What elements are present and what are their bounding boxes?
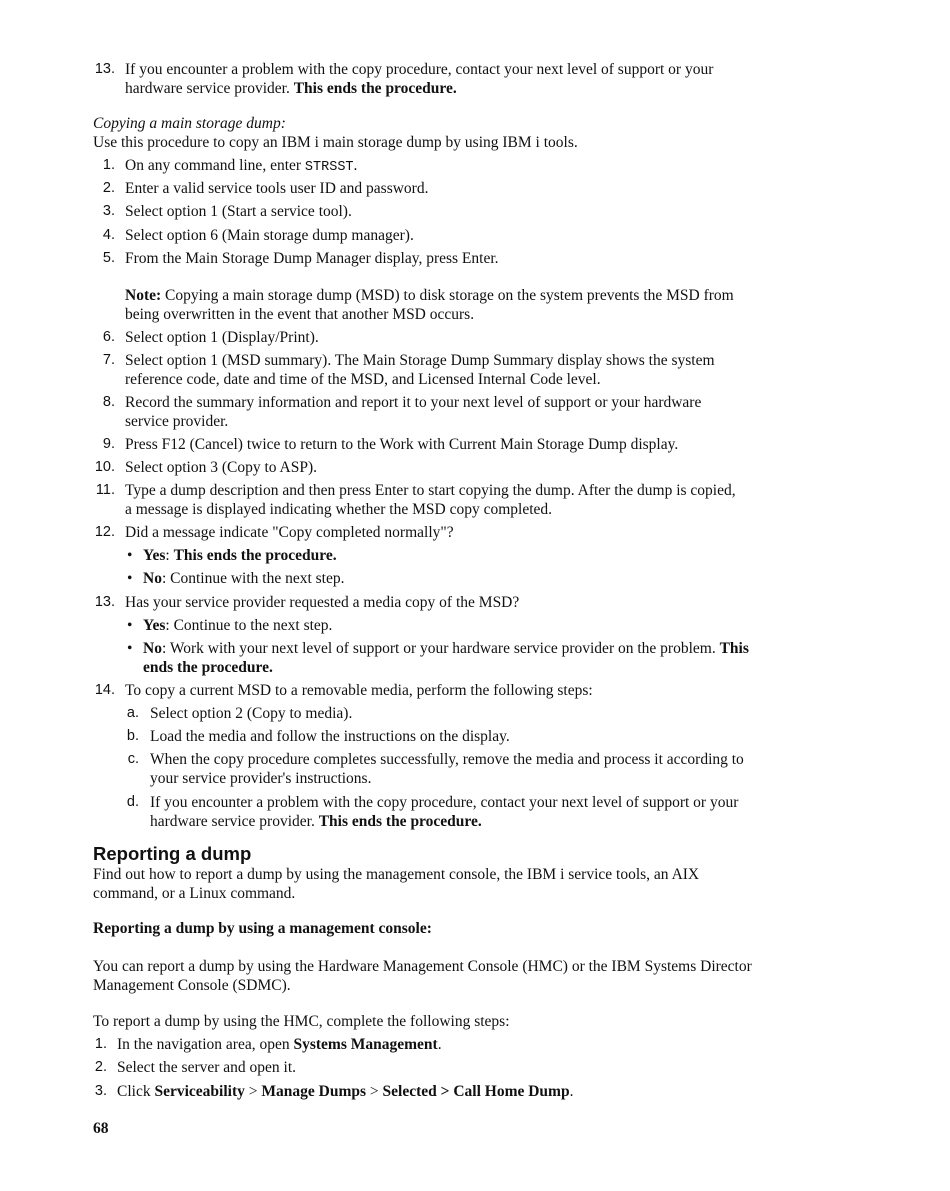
step-text-cont: reference code, date and time of the MSD, and Licensed Internal Code level. xyxy=(125,371,601,388)
step-text: Record the summary information and report it to your next level of support or your hardware xyxy=(125,394,702,411)
substep-letter: a. xyxy=(126,705,139,721)
substep-letter: d. xyxy=(126,794,139,810)
substep-text: Select option 2 (Copy to media). xyxy=(150,705,353,722)
note-text-cont: being overwritten in the event that another MSD occurs. xyxy=(125,306,475,323)
step-number: 1. xyxy=(94,1036,107,1052)
command-code: STRSST xyxy=(304,160,354,175)
step-text: Enter a valid service tools user ID and password. xyxy=(125,180,429,197)
step-number: 7. xyxy=(102,352,115,368)
note-label: Note: xyxy=(125,287,162,304)
step-text: From the Main Storage Dump Manager display, press Enter. xyxy=(125,250,499,267)
step-text: In the navigation area, open Systems Management. xyxy=(117,1036,442,1053)
bullet-icon: • xyxy=(127,547,133,564)
step-text: Select option 6 (Main storage dump manager). xyxy=(125,227,414,244)
step-number: 4. xyxy=(102,227,115,243)
bullet-item-yes: Yes: This ends the procedure. xyxy=(143,547,337,564)
subsection-heading: Reporting a dump by using a management console: xyxy=(93,920,432,937)
step-number: 6. xyxy=(102,329,115,345)
substep-letter: b. xyxy=(126,728,139,744)
bullet-item-no-cont: ends the procedure. xyxy=(143,659,273,676)
bullet-icon: • xyxy=(127,570,133,587)
step-text: Type a dump description and then press Enter to start copying the dump. After the dump is copied, xyxy=(125,482,736,499)
step-text: Select option 1 (Start a service tool). xyxy=(125,203,352,220)
reporting-intro-cont: command, or a Linux command. xyxy=(93,885,296,902)
substep-text: Load the media and follow the instructions on the display. xyxy=(150,728,510,745)
note-text: Note: Copying a main storage dump (MSD) to disk storage on the system prevents the MSD from xyxy=(125,287,734,304)
step-text: To copy a current MSD to a removable media, perform the following steps: xyxy=(125,682,593,699)
step-number: 9. xyxy=(102,436,115,452)
step-text: Select option 1 (MSD summary). The Main Storage Dump Summary display shows the system xyxy=(125,352,715,369)
bullet-item-no: No: Work with your next level of support or your hardware service provider on the problem. This xyxy=(143,640,749,657)
step-number: 11. xyxy=(95,482,115,498)
paragraph: You can report a dump by using the Hardware Management Console (HMC) or the IBM Systems Director xyxy=(93,958,752,975)
step-text-cont: a message is displayed indicating whether the MSD copy completed. xyxy=(125,501,553,518)
step-number: 13. xyxy=(94,61,115,77)
step-text: Select option 1 (Display/Print). xyxy=(125,329,319,346)
step-number: 10. xyxy=(94,459,115,475)
section-heading: Reporting a dump xyxy=(93,843,252,864)
paragraph: To report a dump by using the HMC, complete the following steps: xyxy=(93,1013,510,1030)
section-intro: Use this procedure to copy an IBM i main storage dump by using IBM i tools. xyxy=(93,134,578,151)
step-text-cont: service provider. xyxy=(125,413,229,430)
step-number: 5. xyxy=(102,250,115,266)
step-text: On any command line, enter STRSST. xyxy=(125,157,358,175)
step-number: 3. xyxy=(94,1083,107,1099)
step-number: 14. xyxy=(94,682,115,698)
step-text: Has your service provider requested a media copy of the MSD? xyxy=(125,594,520,611)
substep-letter: c. xyxy=(127,751,139,767)
substep-text: When the copy procedure completes successfully, remove the media and process it according to xyxy=(150,751,744,768)
bullet-icon: • xyxy=(127,640,133,657)
substep-text-cont: your service provider's instructions. xyxy=(150,770,372,787)
step-text-cont: hardware service provider. This ends the procedure. xyxy=(125,80,457,97)
step-text: If you encounter a problem with the copy procedure, contact your next level of support or your xyxy=(125,61,714,78)
substep-text: If you encounter a problem with the copy procedure, contact your next level of support or your xyxy=(150,794,739,811)
bullet-icon: • xyxy=(127,617,133,634)
step-number: 1. xyxy=(102,157,115,173)
section-title: Copying a main storage dump: xyxy=(93,115,286,132)
substep-text-cont: hardware service provider. This ends the procedure. xyxy=(150,813,482,830)
step-number: 3. xyxy=(102,203,115,219)
step-text: Select the server and open it. xyxy=(117,1059,297,1076)
step-text: Select option 3 (Copy to ASP). xyxy=(125,459,318,476)
step-number: 8. xyxy=(102,394,115,410)
step-number: 12. xyxy=(94,524,115,540)
step-number: 2. xyxy=(94,1059,107,1075)
step-text: Click Serviceability > Manage Dumps > Selected > Call Home Dump. xyxy=(117,1083,574,1100)
paragraph-cont: Management Console (SDMC). xyxy=(93,977,291,994)
reporting-intro: Find out how to report a dump by using the management console, the IBM i service tools, an AIX xyxy=(93,866,700,883)
page-number: 68 xyxy=(93,1120,109,1137)
step-number: 13. xyxy=(94,594,115,610)
bullet-item-yes: Yes: Continue to the next step. xyxy=(143,617,333,634)
step-number: 2. xyxy=(102,180,115,196)
step-text: Press F12 (Cancel) twice to return to the Work with Current Main Storage Dump display. xyxy=(125,436,679,453)
bullet-item-no: No: Continue with the next step. xyxy=(143,570,345,587)
procedure-end-text: This ends the procedure. xyxy=(293,80,457,97)
step-text: Did a message indicate "Copy completed normally"? xyxy=(125,524,454,541)
